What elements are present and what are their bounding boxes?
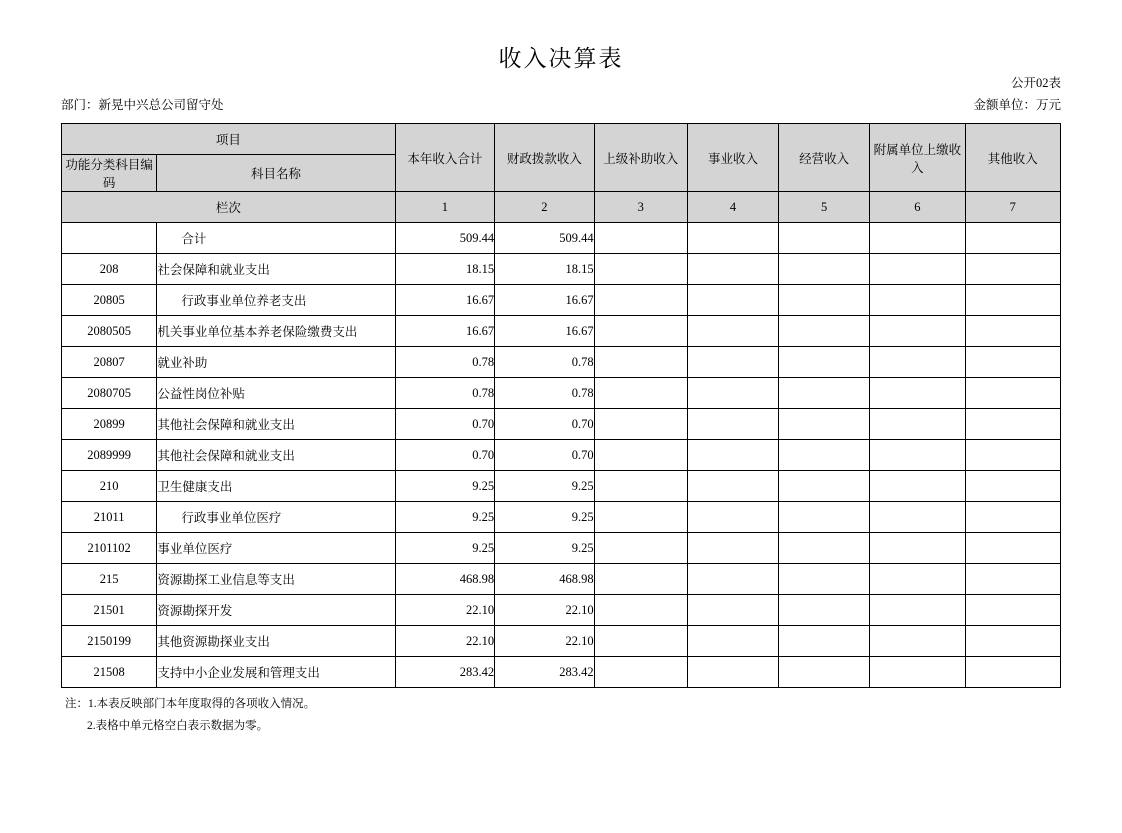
cell-total: 0.70 <box>395 440 494 471</box>
cell-code: 2080705 <box>62 378 157 409</box>
cell-subordinate <box>870 347 965 378</box>
cell-total: 0.70 <box>395 409 494 440</box>
table-row <box>62 595 1061 626</box>
cell-operating <box>779 533 870 564</box>
cell-subject-name: 支持中小企业发展和管理支出 <box>157 657 395 688</box>
revenue-table <box>61 123 1061 688</box>
cell-code: 2089999 <box>62 440 157 471</box>
table-row <box>62 347 1061 378</box>
cell-code: 20807 <box>62 347 157 378</box>
cell-superior <box>594 254 687 285</box>
cell-business <box>687 409 778 440</box>
table-column-index-row <box>62 192 1061 223</box>
cell-business <box>687 440 778 471</box>
cell-operating <box>779 626 870 657</box>
cell-subject-name: 其他社会保障和就业支出 <box>157 409 395 440</box>
cell-subordinate <box>870 223 965 254</box>
cell-code: 210 <box>62 471 157 502</box>
cell-code: 20805 <box>62 285 157 316</box>
cell-other <box>965 316 1060 347</box>
cell-operating <box>779 502 870 533</box>
cell-business <box>687 254 778 285</box>
revenue-table-wrap <box>61 123 1061 688</box>
column-index-3: 3 <box>594 192 687 223</box>
cell-total: 9.25 <box>395 471 494 502</box>
cell-code: 21501 <box>62 595 157 626</box>
cell-code: 215 <box>62 564 157 595</box>
cell-subject-name: 公益性岗位补贴 <box>157 378 395 409</box>
unit-label: 金额单位：万元 <box>973 98 1061 112</box>
cell-superior <box>594 595 687 626</box>
cell-superior <box>594 347 687 378</box>
header-operating: 经营收入 <box>779 124 870 192</box>
cell-subject-name: 行政事业单位养老支出 <box>157 285 395 316</box>
table-row <box>62 502 1061 533</box>
cell-other <box>965 502 1060 533</box>
table-header-group-row <box>62 124 1061 155</box>
cell-business <box>687 285 778 316</box>
column-index-2: 2 <box>495 192 594 223</box>
page-title: 收入决算表 <box>498 46 624 71</box>
cell-subject-name: 行政事业单位医疗 <box>157 502 395 533</box>
cell-business <box>687 223 778 254</box>
cell-total: 0.78 <box>395 347 494 378</box>
header-business: 事业收入 <box>687 124 778 192</box>
cell-other <box>965 471 1060 502</box>
cell-business <box>687 595 778 626</box>
table-row <box>62 626 1061 657</box>
column-index-5: 5 <box>779 192 870 223</box>
cell-subordinate <box>870 564 965 595</box>
table-row <box>62 409 1061 440</box>
header-other: 其他收入 <box>965 124 1060 192</box>
cell-operating <box>779 595 870 626</box>
cell-other <box>965 595 1060 626</box>
cell-superior <box>594 409 687 440</box>
cell-subject-name: 机关事业单位基本养老保险缴费支出 <box>157 316 395 347</box>
table-notes <box>61 694 1061 738</box>
cell-total: 16.67 <box>395 316 494 347</box>
column-index-label: 栏次 <box>62 192 396 223</box>
cell-operating <box>779 440 870 471</box>
cell-total: 468.98 <box>395 564 494 595</box>
cell-subject-name: 事业单位医疗 <box>157 533 395 564</box>
cell-subject-name: 资源勘探开发 <box>157 595 395 626</box>
cell-operating <box>779 316 870 347</box>
cell-fiscal: 283.42 <box>495 657 594 688</box>
cell-business <box>687 502 778 533</box>
cell-other <box>965 657 1060 688</box>
cell-total: 9.25 <box>395 502 494 533</box>
cell-subordinate <box>870 502 965 533</box>
cell-subordinate <box>870 254 965 285</box>
cell-superior <box>594 223 687 254</box>
note-line-1: 注：1.本表反映部门本年度取得的各项收入情况。 <box>65 698 316 710</box>
note-line-2: 2.表格中单元格空白表示数据为零。 <box>87 719 269 732</box>
cell-business <box>687 471 778 502</box>
column-index-4: 4 <box>687 192 778 223</box>
cell-other <box>965 564 1060 595</box>
cell-fiscal: 16.67 <box>495 285 594 316</box>
cell-code: 208 <box>62 254 157 285</box>
column-index-7: 7 <box>965 192 1060 223</box>
cell-subordinate <box>870 316 965 347</box>
cell-business <box>687 657 778 688</box>
cell-business <box>687 378 778 409</box>
cell-total: 0.78 <box>395 378 494 409</box>
cell-total: 509.44 <box>395 223 494 254</box>
cell-subordinate <box>870 626 965 657</box>
table-row <box>62 564 1061 595</box>
table-row <box>62 254 1061 285</box>
cell-superior <box>594 316 687 347</box>
cell-fiscal: 22.10 <box>495 626 594 657</box>
meta-row <box>61 95 1061 117</box>
cell-fiscal: 16.67 <box>495 316 594 347</box>
cell-code: 20899 <box>62 409 157 440</box>
cell-subordinate <box>870 471 965 502</box>
cell-code: 21011 <box>62 502 157 533</box>
header-superior: 上级补助收入 <box>594 124 687 192</box>
table-row <box>62 657 1061 688</box>
cell-superior <box>594 440 687 471</box>
cell-subject-name: 其他资源勘探业支出 <box>157 626 395 657</box>
table-row <box>62 285 1061 316</box>
cell-total: 16.67 <box>395 285 494 316</box>
header-name: 科目名称 <box>157 155 395 192</box>
cell-operating <box>779 223 870 254</box>
cell-operating <box>779 254 870 285</box>
form-number-row <box>61 73 1061 95</box>
cell-subject-name: 其他社会保障和就业支出 <box>157 440 395 471</box>
cell-total: 18.15 <box>395 254 494 285</box>
cell-fiscal: 9.25 <box>495 502 594 533</box>
cell-total: 9.25 <box>395 533 494 564</box>
cell-total: 283.42 <box>395 657 494 688</box>
cell-subordinate <box>870 533 965 564</box>
cell-superior <box>594 533 687 564</box>
cell-fiscal: 9.25 <box>495 471 594 502</box>
cell-total: 22.10 <box>395 626 494 657</box>
cell-subordinate <box>870 657 965 688</box>
cell-business <box>687 533 778 564</box>
cell-superior <box>594 564 687 595</box>
cell-operating <box>779 347 870 378</box>
column-index-1: 1 <box>395 192 494 223</box>
cell-subordinate <box>870 409 965 440</box>
table-row <box>62 378 1061 409</box>
cell-operating <box>779 409 870 440</box>
cell-fiscal: 0.70 <box>495 409 594 440</box>
cell-other <box>965 533 1060 564</box>
cell-other <box>965 223 1060 254</box>
cell-fiscal: 9.25 <box>495 533 594 564</box>
cell-superior <box>594 502 687 533</box>
cell-subordinate <box>870 440 965 471</box>
header-group-item: 项目 <box>62 124 396 155</box>
cell-subordinate <box>870 378 965 409</box>
table-body <box>62 223 1061 688</box>
cell-business <box>687 564 778 595</box>
cell-superior <box>594 378 687 409</box>
cell-code: 2101102 <box>62 533 157 564</box>
table-row <box>62 471 1061 502</box>
cell-operating <box>779 378 870 409</box>
cell-subject-name: 卫生健康支出 <box>157 471 395 502</box>
cell-subject-name: 合计 <box>157 223 395 254</box>
cell-other <box>965 378 1060 409</box>
cell-total: 22.10 <box>395 595 494 626</box>
header-total: 本年收入合计 <box>395 124 494 192</box>
column-index-6: 6 <box>870 192 965 223</box>
cell-code: 21508 <box>62 657 157 688</box>
cell-other <box>965 285 1060 316</box>
cell-operating <box>779 564 870 595</box>
document-page <box>0 40 1122 833</box>
cell-other <box>965 440 1060 471</box>
cell-business <box>687 626 778 657</box>
header-fiscal: 财政拨款收入 <box>495 124 594 192</box>
cell-other <box>965 626 1060 657</box>
cell-operating <box>779 657 870 688</box>
cell-subject-name: 资源勘探工业信息等支出 <box>157 564 395 595</box>
cell-subject-name: 就业补助 <box>157 347 395 378</box>
cell-business <box>687 347 778 378</box>
department-label: 部门：新晃中兴总公司留守处 <box>61 98 224 112</box>
cell-superior <box>594 285 687 316</box>
header-subordinate: 附属单位上缴收入 <box>870 124 965 192</box>
form-number: 公开02表 <box>1010 76 1061 90</box>
cell-subordinate <box>870 595 965 626</box>
header-code: 功能分类科目编码 <box>62 155 157 192</box>
cell-fiscal: 0.78 <box>495 347 594 378</box>
table-row <box>62 533 1061 564</box>
cell-fiscal: 18.15 <box>495 254 594 285</box>
cell-other <box>965 347 1060 378</box>
cell-operating <box>779 471 870 502</box>
cell-fiscal: 0.78 <box>495 378 594 409</box>
cell-superior <box>594 471 687 502</box>
cell-code <box>62 223 157 254</box>
table-row <box>62 440 1061 471</box>
cell-subject-name: 社会保障和就业支出 <box>157 254 395 285</box>
cell-fiscal: 22.10 <box>495 595 594 626</box>
cell-fiscal: 0.70 <box>495 440 594 471</box>
cell-code: 2080505 <box>62 316 157 347</box>
cell-superior <box>594 626 687 657</box>
cell-superior <box>594 657 687 688</box>
cell-operating <box>779 285 870 316</box>
cell-other <box>965 254 1060 285</box>
cell-fiscal: 509.44 <box>495 223 594 254</box>
cell-subordinate <box>870 285 965 316</box>
cell-code: 2150199 <box>62 626 157 657</box>
cell-other <box>965 409 1060 440</box>
cell-business <box>687 316 778 347</box>
table-row <box>62 223 1061 254</box>
cell-fiscal: 468.98 <box>495 564 594 595</box>
table-row <box>62 316 1061 347</box>
